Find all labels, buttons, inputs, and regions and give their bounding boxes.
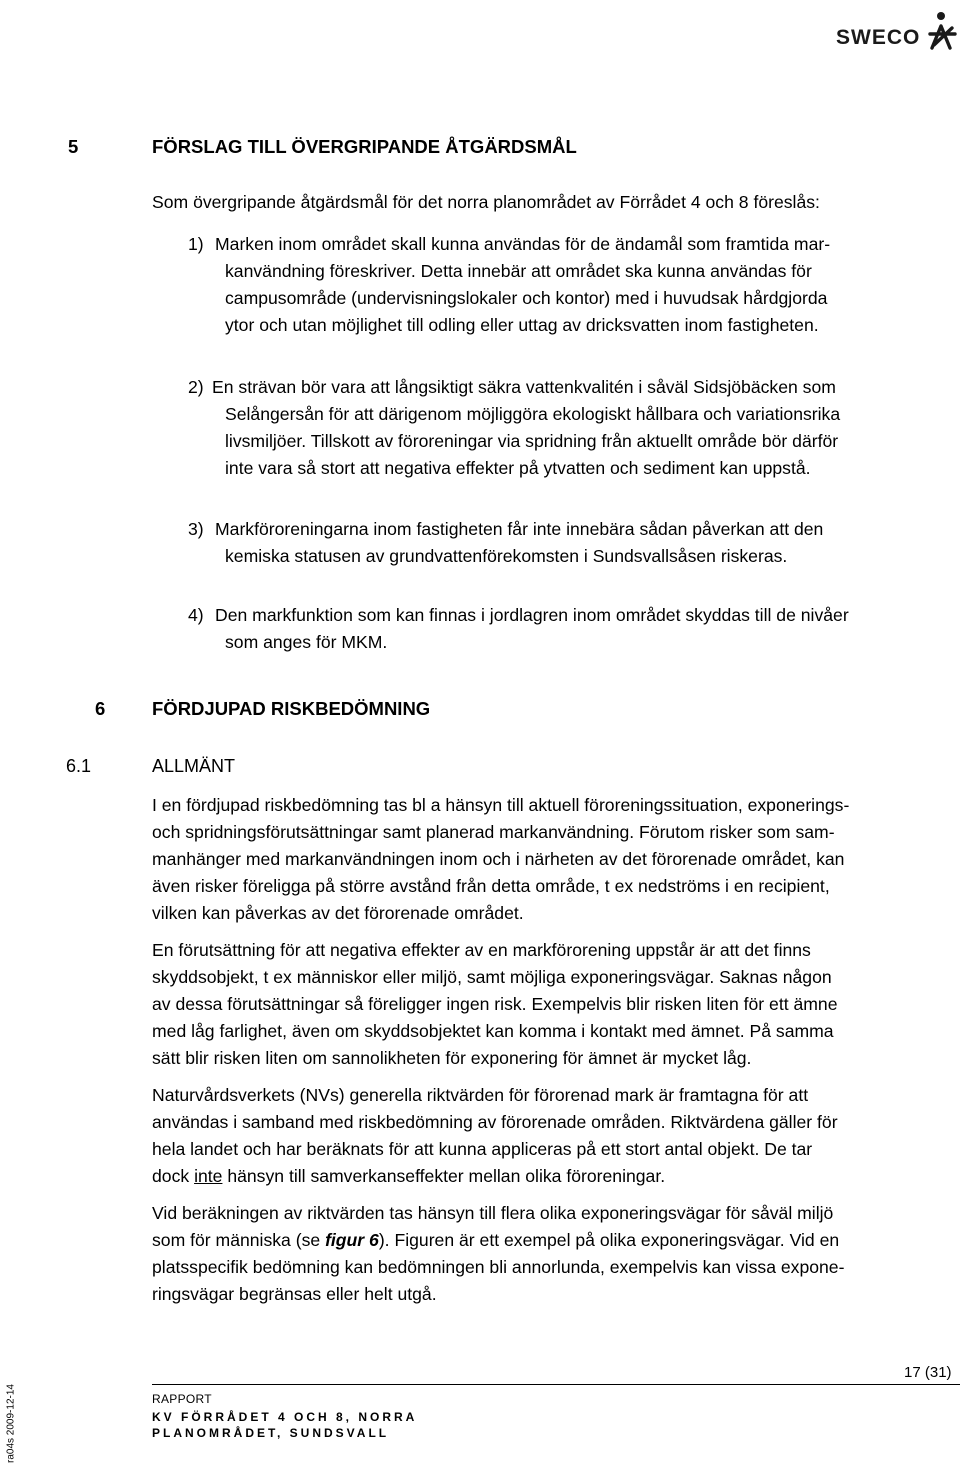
paragraph-line: med låg farlighet, även om skyddsobjektet kan komma i kontakt med ämnet. På samma <box>152 1021 834 1041</box>
item-3-text-cont <box>225 543 937 570</box>
item-1-line: ytor och utan möjlighet till odling eller uttag av dricksvatten inom fastigheten. <box>225 315 819 335</box>
paragraph-line: ringsvägar begränsas eller helt utgå. <box>152 1284 437 1304</box>
item-3-line: kemiska statusen av grundvattenförekomsten i Sundsvallsåsen riskeras. <box>225 546 788 566</box>
paragraph-line: sätt blir risken liten om sannolikheten för exponering för ämnet är mycket låg. <box>152 1048 752 1068</box>
item-4-line: Den markfunktion som kan finnas i jordlagren inom området skyddas till de nivåer <box>215 605 849 625</box>
item-1-label: 1) <box>188 234 204 254</box>
section-6-number: 6 <box>95 698 106 719</box>
paragraph-line: användas i samband med riskbedömning av förorenade områden. Riktvärdena gäller för <box>152 1112 838 1132</box>
item-1-line: campusområde (undervisningslokaler och kontor) med i huvudsak hårdgjorda <box>225 288 828 308</box>
item-1-line: Marken inom området skall kunna användas för de ändamål som framtida mar- <box>215 234 831 254</box>
item-2-text-cont <box>225 401 937 482</box>
item-2-text <box>212 374 932 401</box>
section-6-1-title: ALLMÄNT <box>152 756 236 776</box>
side-template-code: ra04s 2009-12-14 <box>5 1384 17 1463</box>
item-4-text-cont <box>225 629 937 656</box>
item-1-text-cont <box>225 258 937 339</box>
paragraph-line: av dessa förutsättningar så föreligger ingen risk. Exempelvis blir risken liten för ett ämne <box>152 994 838 1014</box>
paragraph-1 <box>152 792 952 927</box>
paragraph-line: vilken kan påverkas av det förorenade området. <box>152 903 524 923</box>
item-1-text <box>215 231 927 258</box>
paragraph-line: Naturvårdsverkets (NVs) generella riktvärden för förorenad mark är framtagna för att <box>152 1085 809 1105</box>
item-1-line: kanvändning föreskriver. Detta innebär att området ska kunna användas för <box>225 261 812 281</box>
item-4-label: 4) <box>188 605 204 625</box>
paragraph-line <box>152 1163 952 1190</box>
underlined-word: inte <box>194 1166 223 1186</box>
item-2-line: livsmiljöer. Tillskott av föroreningar via spridning från aktuellt område bör därför <box>225 431 839 451</box>
paragraph-line: hela landet och har beräknats för att kunna appliceras på ett stort antal objekt. De tar <box>152 1139 813 1159</box>
item-3-label: 3) <box>188 519 204 539</box>
footer-divider <box>152 1384 960 1385</box>
section-5-number: 5 <box>68 136 79 157</box>
section-6-1-number: 6.1 <box>66 756 92 776</box>
footer-project-line-2: PLANOMRÅDET, SUNDSVALL <box>152 1426 390 1440</box>
paragraph-4 <box>152 1200 952 1308</box>
sweco-logo <box>836 10 960 54</box>
sweco-star-icon <box>928 10 958 50</box>
paragraph-line: platsspecifik bedömning kan bedömningen bli annorlunda, exempelvis kan vissa expone- <box>152 1257 845 1277</box>
figure-reference: figur 6 <box>325 1230 379 1250</box>
paragraph-line: I en fördjupad riskbedömning tas bl a hänsyn till aktuell föroreningssituation, exponerings- <box>152 795 850 815</box>
footer-project-line-1: KV FÖRRÅDET 4 OCH 8, NORRA <box>152 1410 418 1424</box>
logo-text: SWECO <box>836 26 921 49</box>
item-4-line: som anges för MKM. <box>225 632 388 652</box>
paragraph-line: manhänger med markanvändningen inom och i närheten av det förorenade området, kan <box>152 849 845 869</box>
item-2-line: En strävan bör vara att långsiktigt säkra vattenkvalitén i såväl Sidsjöbäcken som <box>212 377 836 397</box>
paragraph-line: och spridningsförutsättningar samt planerad markanvändning. Förutom risker som sam- <box>152 822 835 842</box>
text-fragment: ). Figuren är ett exempel på olika exponeringsvägar. Vid en <box>378 1230 840 1250</box>
footer-doc-type: RAPPORT <box>152 1392 212 1406</box>
section-5-intro <box>152 189 952 216</box>
item-2-line: Selångersån för att därigenom möjliggöra ekologiskt hållbara och variationsrika <box>225 404 841 424</box>
paragraph-line: En förutsättning för att negativa effekter av en markförorening uppstår är att det finns <box>152 940 811 960</box>
text-fragment: hänsyn till samverkanseffekter mellan olika föroreningar. <box>222 1166 666 1186</box>
paragraph-2 <box>152 937 952 1072</box>
item-4-text <box>215 602 955 629</box>
page-number: 17 (31) <box>904 1364 952 1381</box>
paragraph-line: Vid beräkningen av riktvärden tas hänsyn till flera olika exponeringsvägar för såväl miljö <box>152 1203 834 1223</box>
paragraph-3 <box>152 1082 952 1190</box>
item-3-text <box>215 516 927 543</box>
item-2-label: 2) <box>188 377 204 397</box>
text-fragment: som för människa (se <box>152 1230 326 1250</box>
intro-line: Som övergripande åtgärdsmål för det norra planområdet av Förrådet 4 och 8 föreslås: <box>152 192 820 212</box>
paragraph-line: skyddsobjekt, t ex människor eller miljö, samt möjliga exponeringsvägar. Saknas någon <box>152 967 832 987</box>
paragraph-line <box>152 1227 952 1254</box>
item-3-line: Markföroreningarna inom fastigheten får inte innebära sådan påverkan att den <box>215 519 824 539</box>
text-fragment: dock <box>152 1166 195 1186</box>
item-2-line: inte vara så stort att negativa effekter på ytvatten och sediment kan uppstå. <box>225 458 811 478</box>
paragraph-line: även risker föreligga på större avstånd från detta område, t ex nedströms i en recipient, <box>152 876 830 896</box>
section-6-title: FÖRDJUPAD RISKBEDÖMNING <box>152 698 431 719</box>
section-5-title: FÖRSLAG TILL ÖVERGRIPANDE ÅTGÄRDSMÅL <box>152 136 577 157</box>
